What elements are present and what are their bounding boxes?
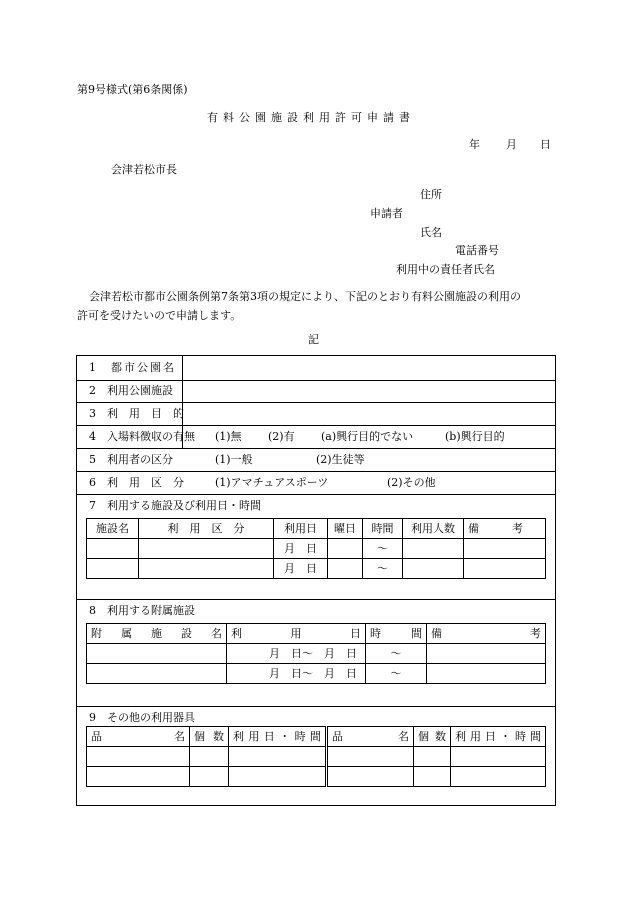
row-purpose-label: 3 利 用 目 的 bbox=[89, 407, 184, 420]
time-cell[interactable]: ～ bbox=[366, 644, 427, 664]
facility-name-cell[interactable] bbox=[87, 539, 139, 559]
col-time: 時 間 bbox=[366, 624, 427, 644]
table-header-row bbox=[87, 519, 546, 539]
page-title: 有料公園施設利用許可申請書 bbox=[207, 111, 415, 124]
time-cell[interactable]: ～ bbox=[366, 664, 427, 684]
date-day-label: 日 bbox=[540, 138, 551, 151]
quantity-cell[interactable] bbox=[190, 767, 229, 787]
col-quantity-2: 個数 bbox=[414, 727, 451, 747]
accessory-facility-cell[interactable] bbox=[87, 644, 227, 664]
user-count-cell[interactable] bbox=[403, 539, 464, 559]
col-quantity: 個数 bbox=[190, 727, 229, 747]
usage-option-other[interactable]: (2)その他 bbox=[387, 476, 436, 489]
quantity-cell[interactable] bbox=[414, 767, 451, 787]
table-row bbox=[87, 747, 546, 767]
item-name-cell[interactable] bbox=[327, 767, 414, 787]
col-facility-name: 施設名 bbox=[87, 519, 139, 539]
admission-option-yes[interactable]: (2)有 bbox=[268, 430, 295, 443]
accessory-facility-cell[interactable] bbox=[87, 664, 227, 684]
usage-datetime-cell[interactable] bbox=[229, 767, 327, 787]
user-count-cell[interactable] bbox=[403, 559, 464, 579]
user-option-students[interactable]: (2)生徒等 bbox=[316, 453, 365, 466]
col-time: 時間 bbox=[363, 519, 403, 539]
phone-label: 電話番号 bbox=[455, 244, 499, 257]
date-month-label: 月 bbox=[506, 138, 517, 151]
user-option-general[interactable]: (1)一般 bbox=[215, 453, 253, 466]
usage-datetime-cell[interactable] bbox=[451, 767, 546, 787]
admission-option-commercial[interactable]: (b)興行目的 bbox=[445, 430, 505, 443]
applicant-label: 申請者 bbox=[370, 207, 403, 220]
table-header-row bbox=[87, 624, 546, 644]
weekday-cell[interactable] bbox=[328, 559, 363, 579]
application-form-table bbox=[76, 355, 556, 806]
row-park-name-label: 1 都市公園名 bbox=[89, 361, 176, 374]
col-remarks: 備 考 bbox=[464, 519, 546, 539]
col-usage-datetime: 利用日・時間 bbox=[229, 727, 327, 747]
table-header-row bbox=[87, 727, 546, 747]
table-row bbox=[87, 539, 546, 559]
col-user-count: 利用人数 bbox=[403, 519, 464, 539]
remarks-cell[interactable] bbox=[427, 664, 546, 684]
time-cell[interactable]: ～ bbox=[363, 559, 403, 579]
accessory-facility-table bbox=[86, 623, 546, 684]
remarks-cell[interactable] bbox=[427, 644, 546, 664]
usage-datetime-cell[interactable] bbox=[229, 747, 327, 767]
admission-fee-label: 4 入場料徴収の有無 bbox=[89, 430, 195, 443]
section9-title: 9 その他の利用器具 bbox=[89, 711, 195, 724]
remarks-cell[interactable] bbox=[464, 559, 546, 579]
table-row bbox=[87, 664, 546, 684]
facility-schedule-table bbox=[86, 518, 546, 579]
ki-label: 記 bbox=[308, 333, 319, 346]
form-number: 第9号様式(第6条関係) bbox=[77, 83, 188, 96]
address-label: 住所 bbox=[420, 188, 442, 201]
admission-option-none[interactable]: (1)無 bbox=[215, 430, 242, 443]
body-text-line-1: 会津若松市都市公園条例第7条第3項の規定により、下記のとおり有料公園施設の利用の bbox=[89, 290, 521, 303]
date-year-label: 年 bbox=[469, 138, 480, 151]
user-category-label: 5 利用者の区分 bbox=[89, 453, 173, 466]
responsible-person-label: 利用中の責任者氏名 bbox=[396, 263, 495, 276]
usage-category-cell[interactable] bbox=[139, 559, 274, 579]
admission-option-non-commercial[interactable]: (a)興行目的でない bbox=[321, 430, 414, 443]
usage-category-label: 6 利 用 区 分 bbox=[89, 476, 184, 489]
item-name-cell[interactable] bbox=[327, 747, 414, 767]
col-item-name: 品名 bbox=[87, 727, 190, 747]
item-name-cell[interactable] bbox=[87, 747, 190, 767]
addressee: 会津若松市長 bbox=[111, 163, 177, 176]
remarks-cell[interactable] bbox=[464, 539, 546, 559]
col-accessory-facility-name: 附属施設名 bbox=[87, 624, 227, 644]
table-row bbox=[87, 644, 546, 664]
facility-name-cell[interactable] bbox=[87, 559, 139, 579]
table-row bbox=[87, 767, 546, 787]
col-usage-datetime-2: 利用日・時間 bbox=[451, 727, 546, 747]
quantity-cell[interactable] bbox=[414, 747, 451, 767]
equipment-table bbox=[86, 726, 546, 787]
col-weekday: 曜日 bbox=[328, 519, 363, 539]
section7-title: 7 利用する施設及び利用日・時間 bbox=[89, 499, 261, 512]
usage-datetime-cell[interactable] bbox=[451, 747, 546, 767]
usage-date-cell[interactable]: 月 日 bbox=[274, 539, 328, 559]
table-row bbox=[87, 559, 546, 579]
name-label: 氏名 bbox=[420, 226, 442, 239]
quantity-cell[interactable] bbox=[190, 747, 229, 767]
date-range-cell[interactable]: 月 日～ 月 日 bbox=[227, 664, 366, 684]
col-usage-date: 利用日 bbox=[274, 519, 328, 539]
col-usage-date: 利 用 日 bbox=[227, 624, 366, 644]
facility-field[interactable] bbox=[183, 381, 555, 402]
time-cell[interactable]: ～ bbox=[363, 539, 403, 559]
col-item-name-2: 品名 bbox=[327, 727, 414, 747]
col-remarks: 備 考 bbox=[427, 624, 546, 644]
item-name-cell[interactable] bbox=[87, 767, 190, 787]
body-text-line-2: 許可を受けたいので申請します。 bbox=[77, 309, 242, 322]
row-facility-label: 2 利用公園施設 bbox=[89, 384, 173, 397]
usage-option-amateur-sports[interactable]: (1)アマチュアスポーツ bbox=[215, 476, 329, 489]
col-usage-category: 利 用 区 分 bbox=[139, 519, 274, 539]
date-range-cell[interactable]: 月 日～ 月 日 bbox=[227, 644, 366, 664]
section8-title: 8 利用する附属施設 bbox=[89, 604, 195, 617]
park-name-field[interactable] bbox=[183, 356, 555, 380]
usage-date-cell[interactable]: 月 日 bbox=[274, 559, 328, 579]
usage-category-cell[interactable] bbox=[139, 539, 274, 559]
purpose-field[interactable] bbox=[183, 403, 555, 425]
weekday-cell[interactable] bbox=[328, 539, 363, 559]
